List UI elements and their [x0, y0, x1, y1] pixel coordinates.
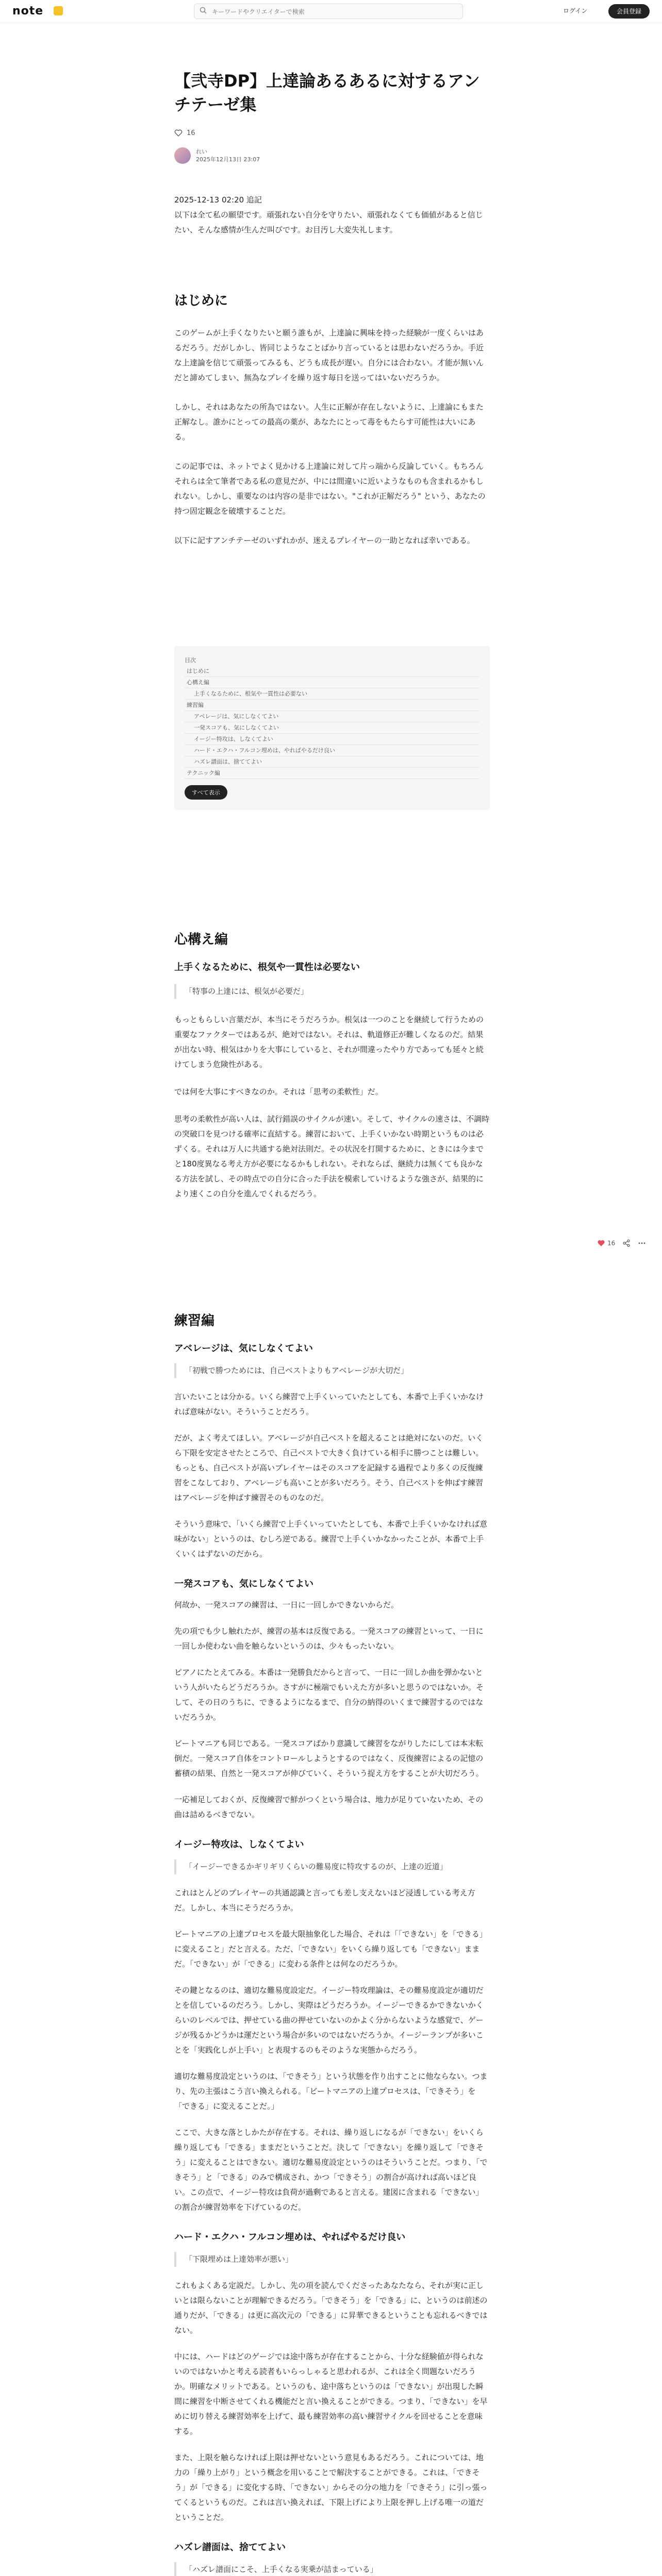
- paragraph: しかし、それはあなたの所為ではない。人生に正解が存在しないように、上達論にもまた正解なし。誰かにとっての最高の薬が、あなたにとって毒をもたらす可能性は大いにある。: [174, 402, 484, 442]
- quote: 「イージーできるかギリギリくらいの難易度に特攻するのが、上達の近道」: [174, 1859, 490, 1874]
- paragraph: 適切な難易度設定というのは、「できそう」という状態を作り出すことに他ならない。つまり、先の主張はこう言い換えられる。「ビートマニアの上達プロセスは、「できそう」を「できる」に変えることだ。」: [174, 2072, 488, 2111]
- toc-item[interactable]: 上手くなるために、根気や一貫性は必要ない: [185, 688, 479, 700]
- subsection-title: 一発スコアも、気にしなくてよい: [174, 1579, 313, 1589]
- author-name[interactable]: れい: [196, 148, 207, 155]
- quote: 「ハズレ譜面にこそ、上手くなる実乗が詰まっている」: [174, 2562, 490, 2576]
- toc-show-all-button[interactable]: すべて表示: [185, 785, 227, 800]
- toc-heading: 目次: [185, 657, 196, 664]
- subsection-title: イージー特攻は、しなくてよい: [174, 1839, 304, 1850]
- more-icon[interactable]: [638, 1239, 646, 1247]
- heart-icon[interactable]: [597, 1239, 605, 1247]
- quote: 「特事の上達には、根気が必要だ」: [174, 984, 490, 999]
- subsection-title: 上手くなるために、根気や一貫性は必要ない: [174, 962, 360, 973]
- paragraph: ピアノにたとえてみる。本番は一発勝負だからと言って、一日に一回しか曲を弾かないという人がいたらどうだろうか。さすがに極端でもいえた方が多いと思うのではないか。そして、その日のうちに、できるようになるまで、自分の納得のいくまで練習するのではないだろうか。: [174, 1668, 484, 1722]
- paragraph: だが、よく考えてほしい。アベレージが自己ベストを超えることは絶対にないのだ。いくら下限を安定させたところで、自己ベストで大きく負けている相手に勝つことは難しい。もっとも、自己ベストが高いプレイヤーはそのスコアを記録する過程でより多くの反復練習をこなしており、アベレージも高いことが多いだろう。そう、自己ベストを伸ばす練習はアベレージを伸ばす練習そのものなのだ。: [174, 1433, 484, 1502]
- note-logo[interactable]: note: [12, 5, 44, 18]
- author-info[interactable]: [174, 145, 490, 166]
- toc-item[interactable]: テクニック編: [185, 768, 479, 779]
- top-bar: [0, 0, 662, 23]
- paragraph: もっともらしい言葉だが、本当にそうだろうか。根気は一つのことを継続して行うための重要なファクターではあるが、絶対ではない。それは、軌道修正が難しくなるのだ。結果が出ない時、根気はかりを大事にしていると、それが間違ったやり方であっても延々と続けてしまう危険性がある。: [174, 1015, 484, 1069]
- toc-item[interactable]: ハード・エクハ・フルコン埋めは、やればやるだけ良い: [185, 745, 479, 756]
- table-of-contents: [174, 646, 490, 810]
- like-row: [174, 127, 490, 139]
- paragraph: ビートマニアの上達プロセスを最大限抽象化した場合、それは「「できない」を「できる」に変えること」だと言える。ただ、「できない」をいくら繰り返しても「できない」ままだ。「できない」が「できる」に変わる条件とは何なのだろうか。: [174, 1929, 487, 1969]
- heart-icon[interactable]: [174, 129, 183, 137]
- paragraph: このゲームが上手くなりたいと願う誰もが、上達論に興味を持った経験が一度くらいはあるだろう。だがしかし、皆同じようなことばかり言っているとは思わないだろうか。手近な上達論を信じて頑張ってみるも、どうも成長が遅い。自分には合わない。才能が無いんだと諦めてしまい、無為なプレイを繰り返す毎日を送ってはいないだろうか。: [174, 328, 484, 382]
- paragraph: 中には、ハードはどのゲージでは途中落ちが存在することから、十分な経験値が得られないのではないかと考える読者もいらっしゃると思われるが、これは全く問題ないだろうか。明確なメリットである。というのも、途中落ちというのは「できない」が出現した瞬間に練習を中断させてくれる機能だと言い換えることができる。つまり、「できない」を早めに切り替える練習効率を上げて、最も練習効率の高い練習サイクルを回せることを意味する。: [174, 2352, 488, 2436]
- paragraph: これはとんどのプレイヤーの共通認識と言っても差し支えないほど浸透している考え方だ。しかし、本当にそうだろうか。: [174, 1888, 475, 1912]
- paragraph: そういう意味で、「いくら練習で上手くいっていたとしても、本番で上手くいかなければ意味がない」というのは、むしろ逆である。練習で上手くいかなかったことが、本番で上手くいくはずないのだから。: [174, 1519, 488, 1558]
- paragraph: 言いたいことは分かる。いくら練習で上手くいっていたとしても、本番で上手くいかなければ意味がない。そういうことだろう。: [174, 1392, 484, 1416]
- paragraph: 一応補足しておくが、反復練習で鮮がつくという場合は、地力が足りていないため、その曲は詰めるべきでない。: [174, 1795, 484, 1819]
- paragraph: その鍵となるのは、適切な難易度設定だ。イージー特攻理論は、その難易度設定が適切だとを信しているのだろう。しかし、実際はどうだろうか。イージーできるかできないかくらいのレベルでは、押せている曲の押せていないのかよく分からないような感覚で、ゲージが残るかどうかは運だという場合が多いのではないだろうか。イージーランプが多いことを「実践化しが上手い」と表現するのもそのような実態からだろう。: [174, 1986, 484, 2055]
- share-icon[interactable]: [622, 1239, 631, 1247]
- avatar[interactable]: [174, 147, 191, 164]
- floating-actions: [597, 1239, 646, 1247]
- paragraph: 何故か、一発スコアの練習は、一日に一回しかできないからだ。: [174, 1600, 399, 1609]
- toc-item[interactable]: イージー特攻は、しなくてよい: [185, 734, 479, 745]
- section-title-renshu: 練習編: [174, 1313, 215, 1329]
- subsection-title: ハード・エクハ・フルコン埋めは、やればやるだけ良い: [174, 2232, 406, 2243]
- section-title-hajimeni: はじめに: [174, 293, 228, 309]
- paragraph: では何を大事にすべきなのか。それは「思考の柔軟性」だ。: [174, 1087, 383, 1096]
- login-link[interactable]: ログイン: [563, 7, 588, 14]
- signup-button[interactable]: 会員登録: [608, 4, 650, 19]
- paragraph: 以下に記すアンチテーゼのいずれかが、迷えるプレイヤーの一助となれば幸いである。: [174, 536, 475, 545]
- paragraph: ここで、大きな落としかたが存在する。それは、繰り返しになるが「できない」をいくら繰り返しても「できる」ままだということだ。決して「できない」を繰り返して「できそう」に変えることはできない。適切な難易度設定というのはそういうことだ。つまり、「できそう」と「できる」のみで構成され、かつ「できそう」の割合が高ければ高いほど良い。この点で、イージー特攻は負荷が過剰であると言える。建図に含まれる「できない」の割合が練習効率を下げているのだ。: [174, 2128, 488, 2212]
- toc-item[interactable]: 心構え編: [185, 677, 479, 688]
- paragraph: これもよくある定説だ。しかし、先の項を読んでくださったあなたなら、それが実に正しいとは限らないことが理解できるだろう。「できそう」を「できる」に、というのは前述の通りだが、「できる」は更に高次元の「できる」に昇華できるということも忘れるべきではない。: [174, 2281, 488, 2335]
- subsection-title: ハズレ譜面は、捨ててよい: [174, 2542, 286, 2553]
- like-count: 16: [187, 129, 195, 137]
- toc-item[interactable]: 一発スコアも、気にしなくてよい: [185, 722, 479, 734]
- publish-date: 2025年12月13日 23:07: [196, 156, 260, 163]
- paragraph: 思考の柔軟性が高い人は、試行錯誤のサイクルが速い。そして、サイクルの速さは、不調時の突破口を見つける確率に直結する。練習において、上手くいかない時期というものは必ずくる。それは万人に共通する絶対法則だ。その状況を打開するために、ときには今までと180度異なる考え方が必要になるかもしれない。それならば、継続力は無くても良かなる方法を試し、その時点での自分に合った手法を模索していけるような強さが、結果的により速くこの自分を進んでくれるだろう。: [174, 1114, 490, 1198]
- quote: 「初戦で勝つためには、自己ベストよりもアベレージが大切だ」: [174, 1363, 490, 1378]
- logo-badge-icon: [54, 6, 63, 15]
- intro-paragraph: 以下は全て私の願望です。頑張れない自分を守りたい、頑張れなくても価値があると信じたい、そんな感情が生んだ叫びです。お目汚し大変失礼します。: [174, 210, 483, 234]
- quote: 「下限埋めは上達効率が悪い」: [174, 2252, 490, 2267]
- article-title: 【弐寺DP】上達論あるあるに対するアンチテーゼ集: [174, 71, 480, 114]
- paragraph: また、上限を触らなければ上限は押せないという意見もあるだろう。これについては、地力の「繰り上がり」という概念を用いることで解決することができる。これは、「できそう」が「できる」に変化する時、「できない」からその分の地力を「できそう」に引っ張ってくるというものだ。これは言い換えれば、下限上げにより上限を押し上げる唯一の道だということだ。: [174, 2453, 488, 2522]
- update-note: 2025-12-13 02:20 追記: [174, 195, 262, 205]
- paragraph: この記事では、ネットでよく見かける上達論に対して片っ端から反論していく。もちろんそれらは全て筆者である私の意見だが、中には間違いに近いようなものも含まれるかもしれない。しかし、重要なのは内容の是非ではない。"これが正解だろう" という、あなたの持つ固定観念を破壊することだ。: [174, 462, 486, 516]
- section-title-kokoro: 心構え編: [174, 932, 228, 947]
- search-box[interactable]: [194, 4, 463, 19]
- paragraph: 先の項でも少し触れたが、練習の基本は反復である。一発スコアの練習といって、一日に一回しか使わない曲を触らないというのは、少々もったいない。: [174, 1626, 484, 1651]
- toc-item[interactable]: 練習編: [185, 700, 479, 711]
- toc-item[interactable]: アベレージは、気にしなくてよい: [185, 711, 479, 722]
- subsection-title: アベレージは、気にしなくてよい: [174, 1343, 313, 1354]
- toc-item[interactable]: ハズレ譜面は、捨ててよい: [185, 756, 479, 768]
- toc-item[interactable]: はじめに: [185, 666, 479, 677]
- search-icon: [200, 7, 207, 14]
- paragraph: ビートマニアも同じである。一発スコアばかり意識して練習をながりしたにしては本末転倒だ。一発スコア自体をコントロールしようとするのではなく、反復練習によるの記憶の蓄積の結果、自然と一発スコアが伸びていく、そういう捉え方をすることが大切だろう。: [174, 1739, 484, 1778]
- search-input[interactable]: [211, 6, 455, 18]
- floating-like-count: 16: [607, 1240, 616, 1247]
